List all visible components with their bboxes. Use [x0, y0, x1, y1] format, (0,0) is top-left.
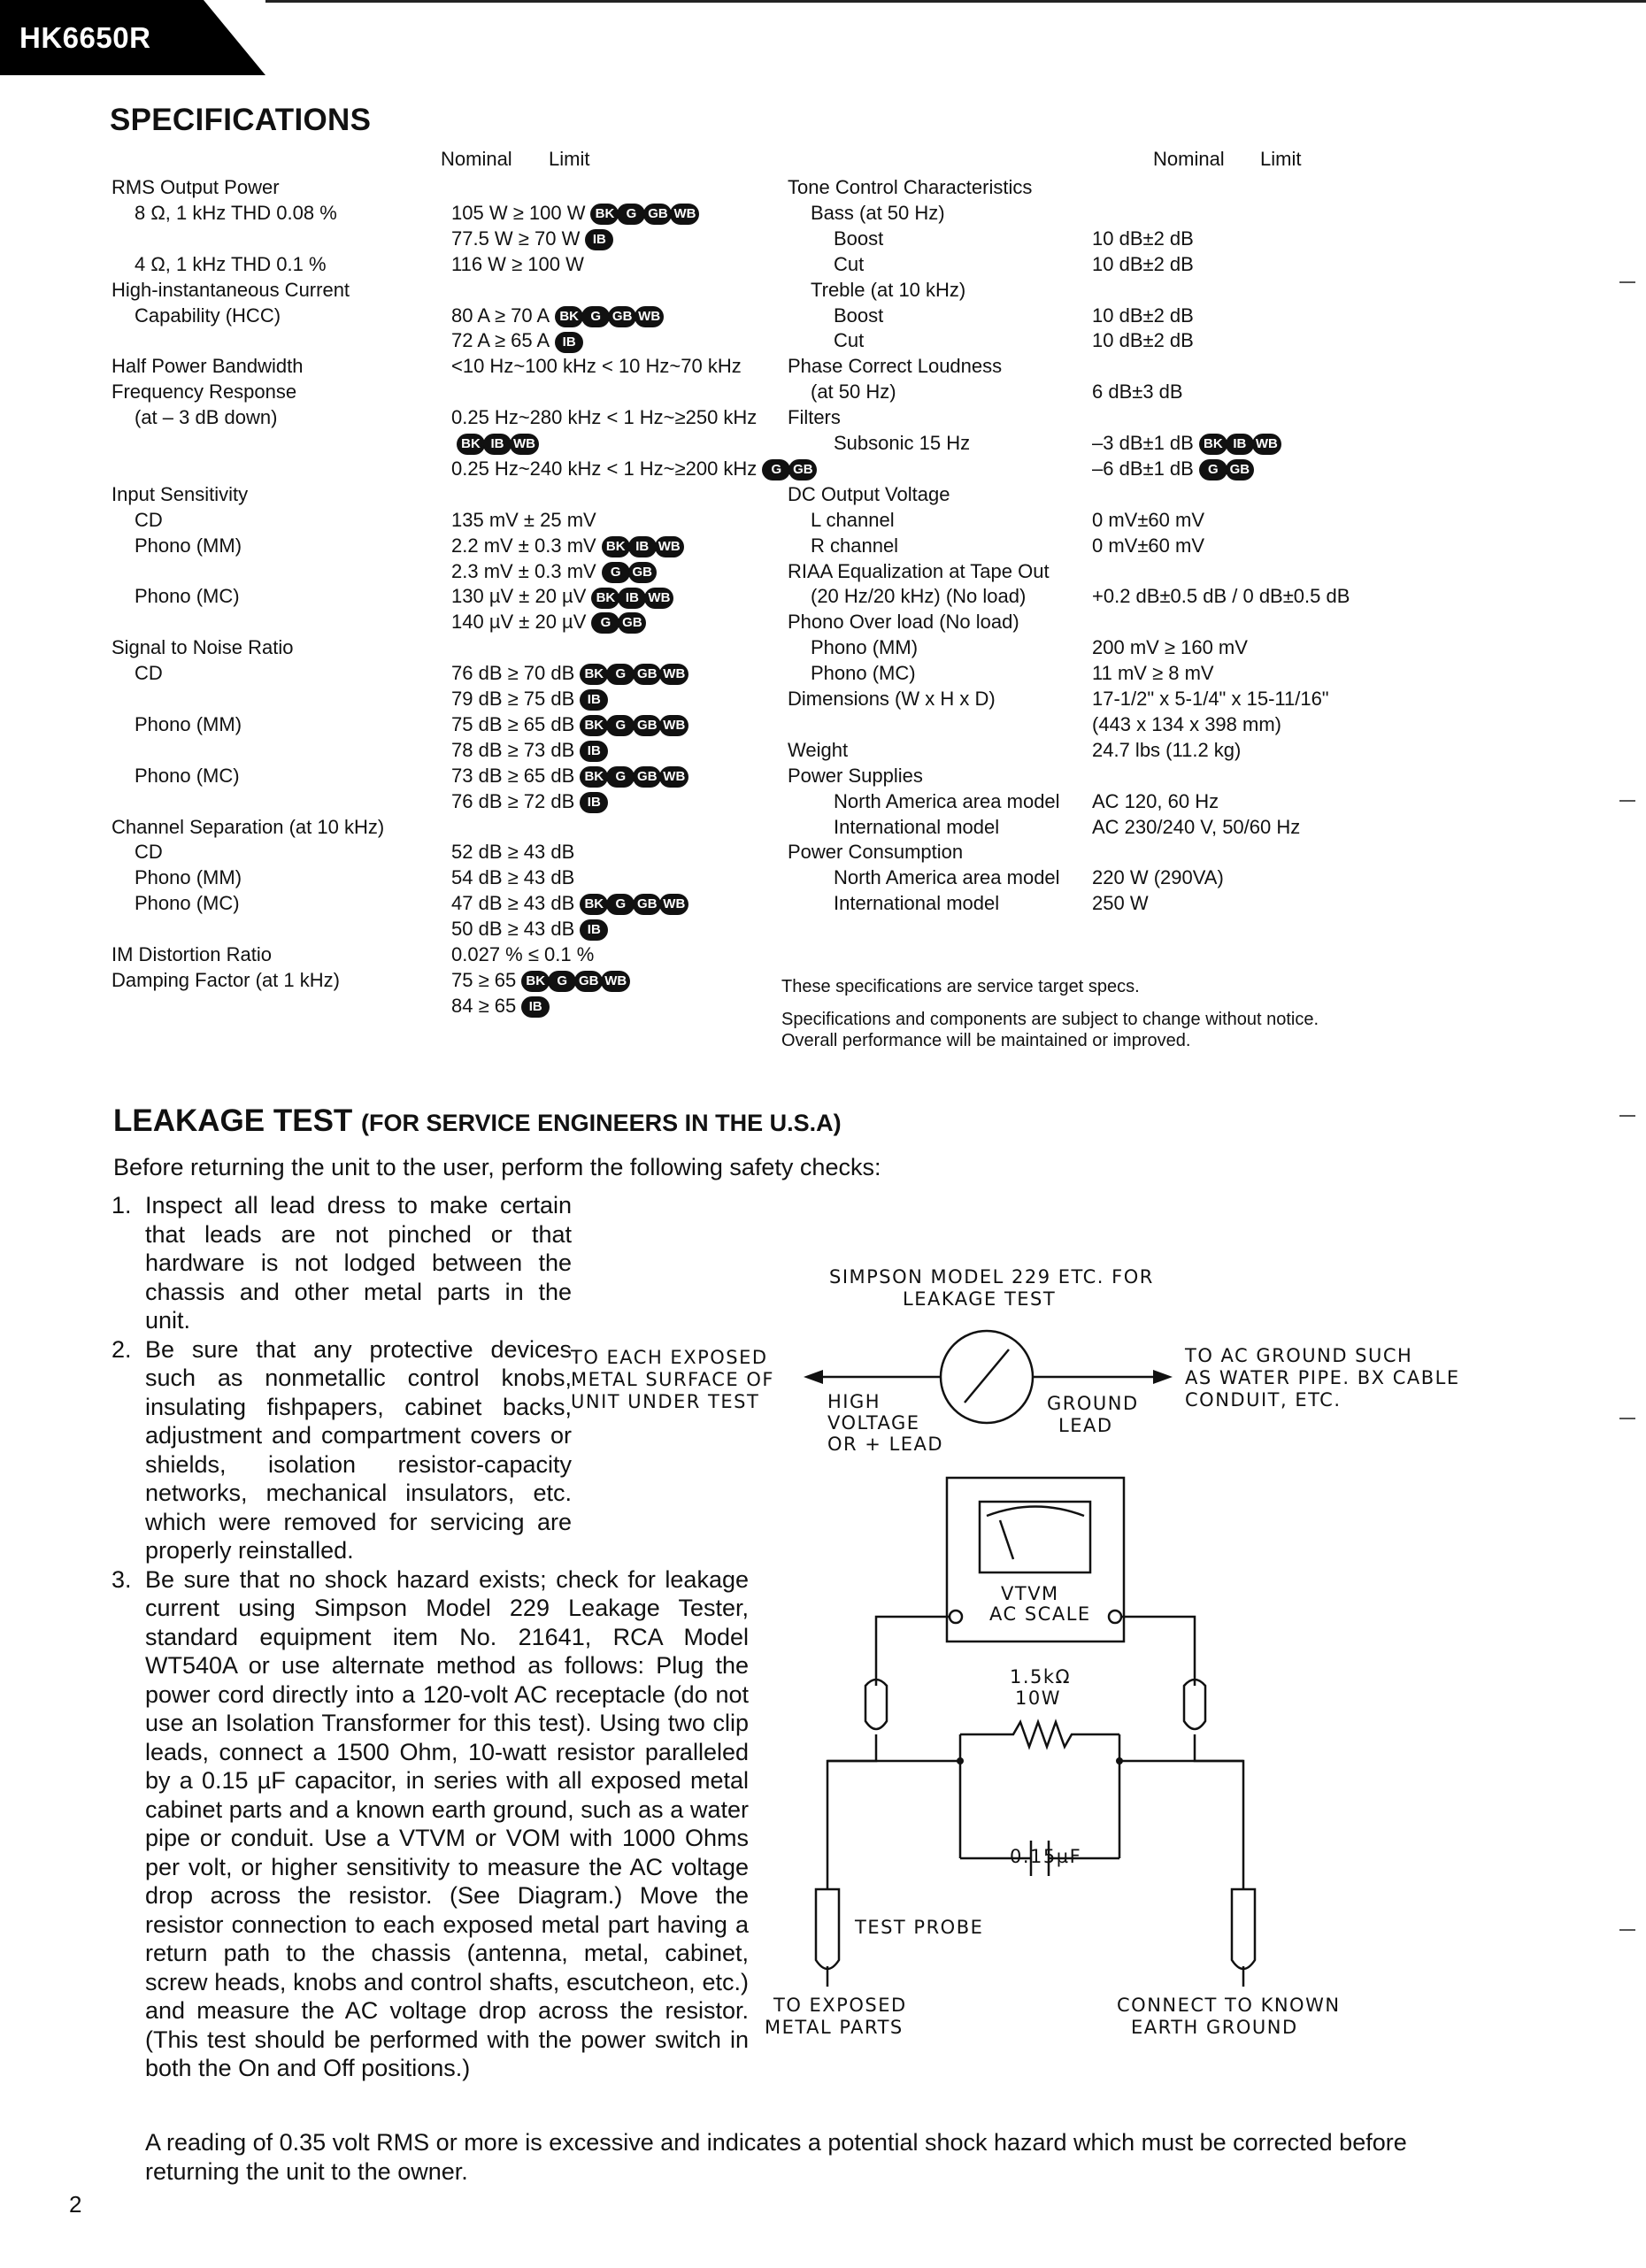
spec-label: (20 Hz/20 kHz) (No load): [811, 585, 1027, 608]
region-badge: BK: [580, 894, 608, 915]
spec-label: Cut: [834, 252, 865, 275]
left-clip: [865, 1680, 887, 1729]
spec-value-row: [451, 712, 688, 737]
region-badge: G: [617, 204, 645, 225]
region-badges: [581, 766, 688, 788]
spec-value: 10 dB±2 dB: [1092, 329, 1194, 352]
step-text: Be sure that no shock hazard exists; check for leakage current using Simpson Model 229 Leakage Tester, standard equipment item No. 21641, RCA Model WT540A or use alternate method as follows: Plug the power cord directly into a 120-volt AC receptacle (do not use an Isolation Transformer for this test). Using two clip leads, connect a 1500 Ohm, 10-watt resistor paralleled by a 0.15 µF capacitor, in series with all exposed metal cabinet parts and a known earth ground, such as a water pipe or conduit. Use a VTVM or VOM with 1000 Ohms per volt, or higher sensitivity to measure the AC voltage drop across the resistor. (See Diagram.) Move the resistor connection to each exposed metal part having a return path to the chassis (antenna, metal, cabinet, screw heads, knobs and control shafts, escutcheon, etc.) and measure the AC voltage drop across the resistor. (This test should be performed with the power switch in both the On and Off positions.): [145, 1565, 749, 2081]
high-voltage-label-3: OR + LEAD: [827, 1434, 944, 1455]
margin-mark: [1619, 800, 1635, 802]
test-probe-label: TEST PROBE: [855, 1917, 984, 1938]
region-badge: G: [606, 715, 635, 736]
spec-value-row: [1092, 252, 1194, 277]
spec-value: (443 x 134 x 398 mm): [1092, 712, 1281, 735]
model-label: HK6650R: [19, 21, 151, 54]
spec-label: R channel: [811, 534, 899, 557]
right-limit-header: Limit: [1260, 148, 1302, 170]
wire-left-top: [876, 1617, 950, 1686]
margin-mark: [1619, 1418, 1635, 1419]
spec-value: AC 230/240 V, 50/60 Hz: [1092, 815, 1301, 838]
spec-value-row: [1092, 508, 1204, 533]
test-probe: [816, 1889, 839, 1969]
spec-value-row: [1092, 738, 1241, 763]
spec-value: 220 W (290VA): [1092, 866, 1224, 889]
spec-label: Dimensions (W x H x D): [788, 688, 996, 710]
spec-label: L channel: [811, 508, 895, 531]
spec-label: Power Consumption: [788, 841, 964, 864]
spec-value: 6 dB±3 dB: [1092, 381, 1183, 404]
spec-value-row: [451, 840, 574, 865]
spec-value-row: [1092, 815, 1300, 840]
spec-value: 10 dB±2 dB: [1092, 252, 1194, 275]
region-badges: [593, 612, 646, 634]
spec-value-row: [451, 354, 742, 379]
spec-value: 79 dB ≥ 75 dB: [451, 688, 575, 710]
region-badge: BK: [521, 971, 550, 992]
spec-value-row: [1092, 380, 1183, 404]
region-badge: BK: [590, 204, 619, 225]
ac-ground-label-3: CONDUIT, ETC.: [1185, 1389, 1342, 1411]
exposed-label-3: UNIT UNDER TEST: [571, 1391, 760, 1412]
spec-value: 72 A ≥ 65 A: [451, 329, 550, 352]
region-badge: GB: [633, 766, 661, 788]
region-badge: WB: [659, 664, 688, 685]
spec-value: 140 µV ± 20 µV: [451, 611, 587, 634]
wire-left-down: [827, 1734, 876, 1889]
spec-label: Boost: [834, 304, 884, 327]
region-badges: [458, 434, 539, 455]
region-badge: BK: [457, 434, 485, 455]
spec-value-row: [451, 687, 608, 711]
vtvm-needle: [1000, 1520, 1013, 1559]
spec-value: 75 dB ≥ 65 dB: [451, 712, 575, 735]
spec-label: Capability (HCC): [135, 304, 281, 327]
spec-value-row: [451, 534, 684, 558]
spec-value: 2.2 mV ± 0.3 mV: [451, 534, 596, 557]
spec-value: +0.2 dB±0.5 dB / 0 dB±0.5 dB: [1092, 585, 1350, 608]
spec-label: DC Output Voltage: [788, 482, 950, 505]
region-badge: WB: [659, 894, 688, 915]
region-badge: IB: [483, 434, 511, 455]
spec-value-row: [1092, 457, 1254, 481]
spec-value-row: [451, 304, 664, 328]
spec-value: 250 W: [1092, 892, 1149, 915]
spec-value: 75 ≥ 65: [451, 968, 517, 991]
spec-value-row: [1092, 891, 1149, 916]
spec-value-row: [451, 252, 584, 277]
spec-label: Phono (MC): [135, 892, 240, 915]
region-badges: [581, 664, 688, 685]
spec-label: Phono (MM): [135, 712, 242, 735]
spec-label: (at 50 Hz): [811, 381, 896, 404]
region-badge: BK: [580, 715, 608, 736]
spec-label: Frequency Response: [112, 381, 297, 404]
step-text: Be sure that any protective devices such as nonmetallic control knobs, insulating fishpapers, cabinet backs, adjustment and compartment covers or shields, isolation resistor-capacity networks, mechanical insulators, etc. which were removed for servicing are properly reinstalled.: [145, 1335, 572, 1564]
region-badges: [604, 536, 684, 557]
spec-value: AC 120, 60 Hz: [1092, 789, 1219, 812]
vtvm-right-terminal: [1109, 1611, 1121, 1623]
spec-label: North America area model: [834, 789, 1060, 812]
service-target-note: These specifications are service target specs.: [781, 977, 1140, 996]
vtvm-left-terminal: [950, 1611, 962, 1623]
region-badge: G: [602, 562, 630, 583]
region-badges: [593, 588, 673, 609]
spec-value: 80 A ≥ 70 A: [451, 304, 550, 327]
margin-mark: [1619, 281, 1635, 283]
region-badges: [557, 332, 583, 353]
spec-value-row: [451, 508, 596, 533]
spec-value: 84 ≥ 65: [451, 994, 517, 1017]
region-badge: WB: [644, 588, 673, 609]
ac-ground-label-2: AS WATER PIPE. BX CABLE: [1185, 1367, 1460, 1388]
spec-value-row: [451, 968, 630, 993]
region-badge: GB: [574, 971, 603, 992]
region-badges: [557, 306, 664, 327]
spec-label: (at – 3 dB down): [135, 406, 278, 429]
vtvm-scale: [987, 1507, 1084, 1517]
spec-value: 47 dB ≥ 43 dB: [451, 892, 575, 915]
spec-value: 116 W ≥ 100 W: [451, 252, 584, 275]
spec-label: International model: [834, 815, 1000, 838]
region-badges: [1201, 459, 1254, 481]
spec-value-row: [1092, 661, 1214, 686]
region-badge: IB: [580, 792, 608, 813]
earth-ground-label-2: EARTH GROUND: [1131, 2017, 1298, 2038]
spec-value-row: [1092, 865, 1224, 890]
spec-value: 130 µV ± 20 µV: [451, 585, 587, 608]
margin-mark: [1619, 1115, 1635, 1117]
leakage-title-sub: (FOR SERVICE ENGINEERS IN THE U.S.A): [361, 1110, 842, 1136]
spec-label: Phono (MM): [811, 636, 919, 659]
region-badges: [523, 996, 550, 1018]
region-badge: WB: [670, 204, 699, 225]
region-badge: GB: [618, 612, 646, 634]
spec-value-row: [1092, 227, 1194, 251]
spec-label: Phono (MC): [135, 585, 240, 608]
spec-value-row: [451, 738, 608, 763]
spec-value: 76 dB ≥ 70 dB: [451, 662, 575, 685]
region-badge: WB: [659, 766, 688, 788]
spec-label: Half Power Bandwidth: [112, 355, 304, 378]
spec-label: 8 Ω, 1 kHz THD 0.08 %: [135, 201, 337, 224]
high-voltage-label-1: HIGH: [827, 1391, 881, 1412]
spec-value-row: [1092, 712, 1281, 737]
region-badge: G: [581, 306, 610, 327]
spec-label: Signal to Noise Ratio: [112, 636, 294, 659]
spec-label: 4 Ω, 1 kHz THD 0.1 %: [135, 252, 327, 275]
spec-label: Subsonic 15 Hz: [834, 432, 971, 454]
spec-label: RIAA Equalization at Tape Out: [788, 559, 1050, 582]
resistor: [960, 1722, 1119, 1747]
spec-value-row: [451, 917, 608, 942]
region-badge: G: [1199, 459, 1227, 481]
leakage-conclusion: A reading of 0.35 volt RMS or more is excessive and indicates a potential shock hazard which must be corrected before returning the unit to the owner.: [145, 2129, 1407, 2185]
region-badge: GB: [633, 715, 661, 736]
region-badges: [581, 894, 688, 915]
region-badge: BK: [602, 536, 630, 557]
resistor-value-label: 1.5kΩ: [1010, 1666, 1072, 1688]
exposed-label-2: METAL SURFACE OF: [571, 1369, 774, 1390]
region-badge: IB: [580, 741, 608, 762]
spec-value-row: [451, 584, 673, 609]
change-notice-line-2: Overall performance will be maintained or improved.: [781, 1031, 1191, 1050]
region-badge: IB: [585, 229, 613, 250]
header-rule: [265, 0, 1646, 3]
spec-value-row: [1092, 584, 1350, 609]
simpson-label-2: LEAKAGE TEST: [903, 1288, 1057, 1310]
region-badges: [581, 792, 608, 813]
region-badge: G: [606, 766, 635, 788]
spec-value: 200 mV ≥ 160 mV: [1092, 636, 1248, 659]
spec-value: 10 dB±2 dB: [1092, 227, 1194, 250]
spec-label: CD: [135, 662, 163, 685]
spec-label: Phono (MC): [135, 764, 240, 787]
spec-label: Phono Over load (No load): [788, 611, 1019, 634]
spec-value: 0.027 % ≤ 0.1 %: [451, 943, 595, 965]
change-notice-line-1: Specifications and components are subject to change without notice.: [781, 1010, 1319, 1029]
right-clip: [1184, 1680, 1205, 1729]
spec-value: <10 Hz~100 kHz < 10 Hz~70 kHz: [451, 355, 742, 378]
region-badges: [581, 689, 608, 711]
region-badges: [581, 715, 688, 736]
spec-label: Phase Correct Loudness: [788, 355, 1003, 378]
spec-value-row: [451, 457, 817, 481]
ac-scale-label: AC SCALE: [989, 1603, 1091, 1625]
spec-value: 11 mV ≥ 8 mV: [1092, 662, 1214, 685]
region-badges: [1201, 434, 1281, 455]
region-badge: WB: [601, 971, 630, 992]
spec-value-row: [1092, 635, 1248, 660]
spec-label: Phono (MM): [135, 866, 242, 889]
spec-value: –6 dB±1 dB: [1092, 457, 1194, 480]
region-badge: IB: [580, 919, 608, 941]
spec-value-row: [451, 431, 539, 456]
region-badge: BK: [555, 306, 583, 327]
spec-value-row: [451, 764, 688, 788]
wire-right-top: [1121, 1617, 1195, 1686]
region-badge: IB: [1226, 434, 1254, 455]
spec-label: Cut: [834, 329, 865, 352]
region-badge: GB: [628, 562, 657, 583]
spec-value-row: [1092, 304, 1194, 328]
region-badge: BK: [1199, 434, 1227, 455]
spec-value: 54 dB ≥ 43 dB: [451, 866, 575, 889]
spec-value-row: [451, 405, 757, 430]
wire-right-down: [1195, 1734, 1243, 1889]
spec-label: CD: [135, 841, 163, 864]
spec-value: 24.7 lbs (11.2 kg): [1092, 738, 1242, 761]
region-badge: GB: [633, 894, 661, 915]
region-badge: GB: [643, 204, 672, 225]
region-badges: [764, 459, 817, 481]
region-badges: [581, 919, 608, 941]
region-badge: G: [762, 459, 790, 481]
region-badge: G: [548, 971, 576, 992]
high-voltage-label-2: VOLTAGE: [827, 1412, 920, 1434]
spec-value: 0 mV±60 mV: [1092, 508, 1205, 531]
step-2: [112, 1335, 572, 1565]
region-badge: BK: [580, 766, 608, 788]
step-number: 2.: [112, 1335, 132, 1363]
spec-label: Phono (MC): [811, 662, 916, 685]
capacitor-label: 0.15µF: [1010, 1846, 1082, 1867]
spec-label: Boost: [834, 227, 884, 250]
right-nominal-header: Nominal: [1153, 148, 1225, 170]
left-arrowhead: [804, 1370, 823, 1384]
spec-value: 77.5 W ≥ 70 W: [451, 227, 581, 250]
earth-ground-label-1: CONNECT TO KNOWN: [1117, 1995, 1341, 2016]
region-badge: GB: [633, 664, 661, 685]
region-badge: WB: [1252, 434, 1281, 455]
spec-value: 52 dB ≥ 43 dB: [451, 841, 575, 864]
left-limit-header: Limit: [549, 148, 590, 170]
region-badge: WB: [655, 536, 684, 557]
spec-label: High-instantaneous Current: [112, 278, 350, 301]
region-badge: WB: [510, 434, 539, 455]
spec-value-row: [1092, 789, 1219, 814]
region-badge: GB: [1226, 459, 1254, 481]
spec-value: 78 dB ≥ 73 dB: [451, 738, 575, 761]
region-badge: IB: [628, 536, 657, 557]
spec-value-row: [451, 891, 688, 916]
specifications-title: SPECIFICATIONS: [110, 103, 372, 137]
spec-label: IM Distortion Ratio: [112, 943, 272, 965]
region-badge: IB: [580, 689, 608, 711]
spec-value: 0 mV±60 mV: [1092, 534, 1205, 557]
vtvm-label: VTVM: [1001, 1583, 1059, 1604]
resistor-wattage-label: 10W: [1015, 1688, 1061, 1709]
step-number: 1.: [112, 1192, 132, 1219]
spec-value-row: [451, 789, 608, 814]
right-arrowhead: [1153, 1370, 1173, 1384]
left-nominal-header: Nominal: [441, 148, 512, 170]
spec-label: Weight: [788, 738, 849, 761]
region-badge: G: [591, 612, 619, 634]
spec-label: Damping Factor (at 1 kHz): [112, 968, 340, 991]
spec-label: Filters: [788, 406, 841, 429]
region-badge: G: [606, 894, 635, 915]
region-badge: G: [606, 664, 635, 685]
region-badges: [604, 562, 657, 583]
spec-value-row: [451, 865, 574, 890]
simpson-label-1: SIMPSON MODEL 229 ETC. FOR: [829, 1266, 1154, 1288]
region-badges: [592, 204, 699, 225]
spec-label: CD: [135, 508, 163, 531]
step-text: Inspect all lead dress to make certain that leads are not pinched or that hardware is not lodged between the chassis and other metal parts in the unit.: [145, 1192, 572, 1334]
leakage-title-main: LEAKAGE TEST: [113, 1103, 353, 1138]
spec-value: 0.25 Hz~240 kHz < 1 Hz~≥200 kHz: [451, 457, 758, 480]
ground-lead-label-2: LEAD: [1058, 1415, 1113, 1436]
margin-mark: [1619, 1929, 1635, 1931]
spec-value: 17-1/2" x 5-1/4" x 15-11/16": [1092, 688, 1329, 710]
region-badge: IB: [618, 588, 646, 609]
spec-value-row: [1092, 431, 1281, 456]
spec-value-row: [1092, 328, 1194, 353]
spec-label: Bass (at 50 Hz): [811, 201, 945, 224]
region-badge: IB: [555, 332, 583, 353]
region-badge: IB: [521, 996, 550, 1018]
spec-value: 76 dB ≥ 72 dB: [451, 789, 575, 812]
ground-probe: [1232, 1889, 1255, 1969]
spec-label: Tone Control Characteristics: [788, 176, 1033, 198]
spec-label: Phono (MM): [135, 534, 242, 557]
spec-label: Channel Separation (at 10 kHz): [112, 815, 385, 838]
spec-value: 50 dB ≥ 43 dB: [451, 918, 575, 941]
spec-value: 0.25 Hz~280 kHz < 1 Hz~≥250 kHz: [451, 406, 758, 429]
spec-value-row: [451, 661, 688, 686]
spec-value-row: [1092, 687, 1329, 711]
spec-value-row: [451, 227, 613, 251]
spec-value: –3 dB±1 dB: [1092, 432, 1194, 454]
region-badges: [523, 971, 630, 992]
spec-value-row: [451, 559, 657, 584]
spec-value-row: [451, 201, 699, 226]
region-badge: BK: [591, 588, 619, 609]
ground-lead-label-1: GROUND: [1047, 1393, 1139, 1414]
spec-value: 135 mV ± 25 mV: [451, 508, 596, 531]
spec-value: 10 dB±2 dB: [1092, 304, 1194, 327]
leakage-test-title: [113, 1103, 842, 1139]
meter-needle: [965, 1349, 1009, 1403]
region-badge: GB: [608, 306, 636, 327]
spec-label: Input Sensitivity: [112, 482, 249, 505]
spec-label: Treble (at 10 kHz): [811, 278, 966, 301]
region-badge: WB: [659, 715, 688, 736]
spec-value-row: [451, 610, 646, 634]
region-badge: GB: [788, 459, 817, 481]
spec-value-row: [1092, 534, 1204, 558]
leakage-intro: Before returning the unit to the user, perform the following safety checks:: [113, 1154, 881, 1180]
spec-value-row: [451, 942, 594, 967]
spec-label: Power Supplies: [788, 764, 923, 787]
page-number: 2: [69, 2191, 82, 2218]
to-exposed-label-2: METAL PARTS: [765, 2017, 904, 2038]
spec-label: RMS Output Power: [112, 176, 280, 198]
region-badge: WB: [635, 306, 664, 327]
spec-label: International model: [834, 892, 1000, 915]
exposed-label-1: TO EACH EXPOSED: [571, 1347, 768, 1368]
region-badges: [581, 741, 608, 762]
spec-value: 2.3 mV ± 0.3 mV: [451, 559, 596, 582]
ac-ground-label-1: TO AC GROUND SUCH: [1185, 1345, 1413, 1366]
to-exposed-label-1: TO EXPOSED: [773, 1995, 907, 2016]
region-badges: [587, 229, 613, 250]
spec-value-row: [451, 328, 583, 353]
spec-label: North America area model: [834, 866, 1060, 889]
spec-value: 73 dB ≥ 65 dB: [451, 764, 575, 787]
step-number: 3.: [112, 1565, 132, 1593]
spec-value: 105 W ≥ 100 W: [451, 201, 586, 224]
region-badge: BK: [580, 664, 608, 685]
spec-value-row: [451, 994, 550, 1019]
step-1: [112, 1191, 572, 1335]
